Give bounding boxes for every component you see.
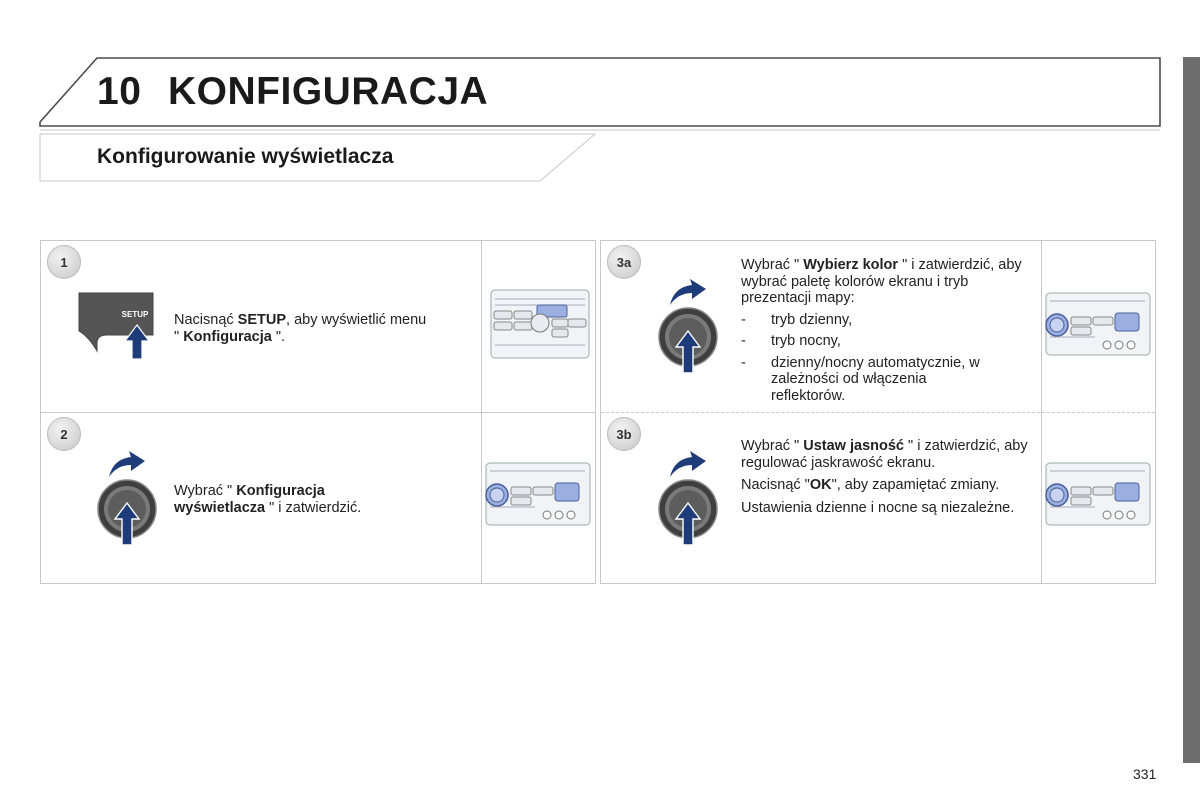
step-1-text-post: , aby wyświetlić menu xyxy=(286,312,427,328)
radio-panel-knob-image xyxy=(1045,461,1151,527)
step-3a-text-pre: Wybrać " xyxy=(741,257,804,273)
step-1-text2-pre: " xyxy=(174,328,184,345)
bullet-day-mode: tryb dzienny, xyxy=(771,311,853,328)
rotary-knob-press-icon xyxy=(656,451,722,547)
step-3b-text-post: " i zatwierdzić, aby regulować jaskrawość ekranu. xyxy=(741,438,1028,471)
step-2-text-post: " i zatwierdzić. xyxy=(265,499,362,516)
page-number: 331 xyxy=(1133,766,1157,782)
radio-panel-knob-image xyxy=(1045,291,1151,357)
chapter-title: KONFIGURACJA xyxy=(168,70,489,113)
step-3b-text-pre: Wybrać " xyxy=(741,438,804,454)
step-badge-2: 2 xyxy=(47,417,81,451)
step-2-text-bold: Konfiguracja wyświetlacza xyxy=(174,483,325,516)
radio-panel-setup-image xyxy=(490,285,590,360)
step-1-text xyxy=(174,312,474,345)
section-title: Konfigurowanie wyświetlacza xyxy=(97,145,394,168)
step-3a-text xyxy=(741,257,1031,404)
step-badge-1: 1 xyxy=(47,245,81,279)
step-badge-3b: 3b xyxy=(607,417,641,451)
step-3b-text2-bold: OK xyxy=(809,477,832,493)
step-3b-text-bold: Ustaw jasność xyxy=(803,438,904,454)
step-3b-text3: Ustawienia dzienne i nocne są niezależne. xyxy=(741,499,1015,516)
setup-button-icon xyxy=(77,291,157,363)
rotary-knob-press-icon xyxy=(656,279,722,375)
bullet-dash: - xyxy=(741,311,746,328)
step-2-text xyxy=(174,483,414,516)
step-3b-text2-pre: Nacisnąć " xyxy=(741,477,810,493)
bullet-dash: - xyxy=(741,354,746,371)
chapter-number: 10 xyxy=(97,70,142,113)
step-badge-3a: 3a xyxy=(607,245,641,279)
radio-panel-knob-image xyxy=(485,461,591,527)
step-3a-text-bold: Wybierz kolor xyxy=(803,257,899,273)
step-3b-text xyxy=(741,438,1031,522)
step-3b-text2-post: ", aby zapamiętać zmiany. xyxy=(831,477,1000,493)
step-2-text-pre: Wybrać " xyxy=(174,483,237,499)
bullet-dash: - xyxy=(741,333,746,349)
bullet-night-mode: tryb nocny, xyxy=(771,333,841,349)
step-1-text-pre: Nacisnąć xyxy=(174,312,238,328)
rotary-knob-press-icon xyxy=(95,451,161,547)
chapter-side-bar xyxy=(1183,57,1200,763)
step-3a-text-post: " i zatwierdzić, aby wybrać paletę kolorów ekranu i tryb prezentacji mapy: xyxy=(741,257,1022,306)
setup-button-label: SETUP xyxy=(121,310,149,319)
step-1-text-bold: SETUP xyxy=(237,312,287,328)
left-steps-panel xyxy=(40,240,596,584)
step-1-text2-post: ". xyxy=(271,328,286,345)
step-1-text2-bold: Konfiguracja xyxy=(183,328,272,345)
bullet-auto-mode: dzienny/nocny automatycznie, w zależności od włączenia reflektorów. xyxy=(771,354,980,404)
right-steps-panel xyxy=(600,240,1156,584)
